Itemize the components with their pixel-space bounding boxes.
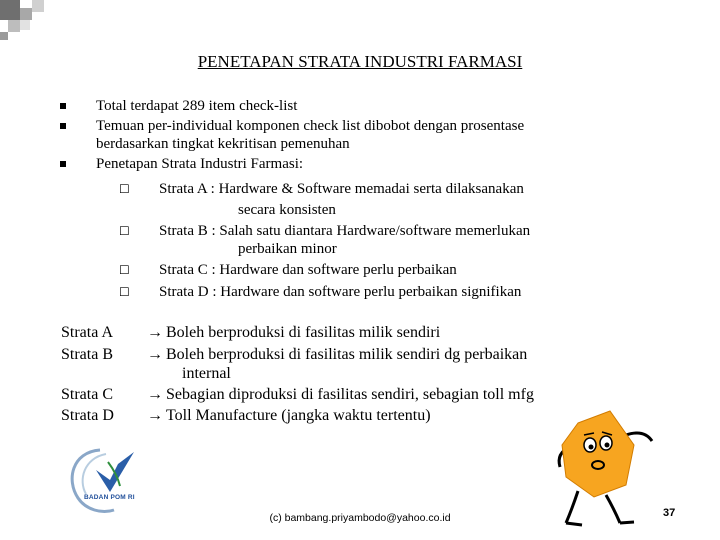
slide-title: PENETAPAN STRATA INDUSTRI FARMASI	[197, 52, 523, 71]
logo-text: BADAN POM RI	[84, 494, 135, 501]
page-number: 37	[663, 507, 676, 519]
strata-outcome: Toll Manufacture (jangka waktu tertentu)	[166, 407, 431, 424]
arrow-right-icon: →	[147, 407, 163, 424]
strata-label: Strata D	[61, 407, 114, 424]
bullet-text: Temuan per-individual komponen check list dibobot dengan prosentase	[96, 118, 525, 134]
strata-label: Strata C	[61, 386, 113, 403]
bullet-text: Total terdapat 289 item check-list	[96, 98, 298, 114]
subbullet-text: secara konsisten	[238, 202, 336, 218]
arrow-right-icon: →	[147, 324, 163, 341]
subbullet-text: Strata B : Salah satu diantara Hardware/software memerlukan	[159, 223, 531, 239]
strata-outcome: Boleh berproduksi di fasilitas milik sendiri dg perbaikan	[166, 346, 528, 363]
checkbox-bullet-icon: ☐	[119, 263, 130, 277]
bullet-square-icon	[60, 103, 66, 109]
footer-email: (c) bambang.priyambodo@yahoo.co.id	[269, 512, 451, 524]
strata-label: Strata B	[61, 346, 113, 363]
bullet-square-icon	[60, 123, 66, 129]
subbullet-text: perbaikan minor	[238, 241, 337, 257]
strata-outcome: Boleh berproduksi di fasilitas milik sendiri	[166, 324, 441, 341]
badan-pom-logo	[60, 440, 170, 520]
checkbox-bullet-icon: ☐	[119, 182, 130, 196]
checkbox-bullet-icon: ☐	[119, 285, 130, 299]
bullet-text: berdasarkan tingkat kekritisan pemenuhan	[96, 136, 350, 152]
subbullet-text: Strata A : Hardware & Software memadai serta dilaksanakan	[159, 181, 524, 197]
arrow-right-icon: →	[147, 346, 163, 363]
checkbox-bullet-icon: ☐	[119, 224, 130, 238]
corner-decoration	[0, 0, 60, 50]
subbullet-text: Strata C : Hardware dan software perlu perbaikan	[159, 262, 457, 278]
strata-outcome-cont: internal	[182, 365, 231, 382]
bullet-square-icon	[60, 161, 66, 167]
strata-label: Strata A	[61, 324, 113, 341]
subbullet-text: Strata D : Hardware dan software perlu perbaikan signifikan	[159, 284, 522, 300]
strata-outcome: Sebagian diproduksi di fasilitas sendiri, sebagian toll mfg	[166, 386, 534, 403]
bullet-text: Penetapan Strata Industri Farmasi:	[96, 156, 304, 172]
arrow-right-icon: →	[147, 386, 163, 403]
